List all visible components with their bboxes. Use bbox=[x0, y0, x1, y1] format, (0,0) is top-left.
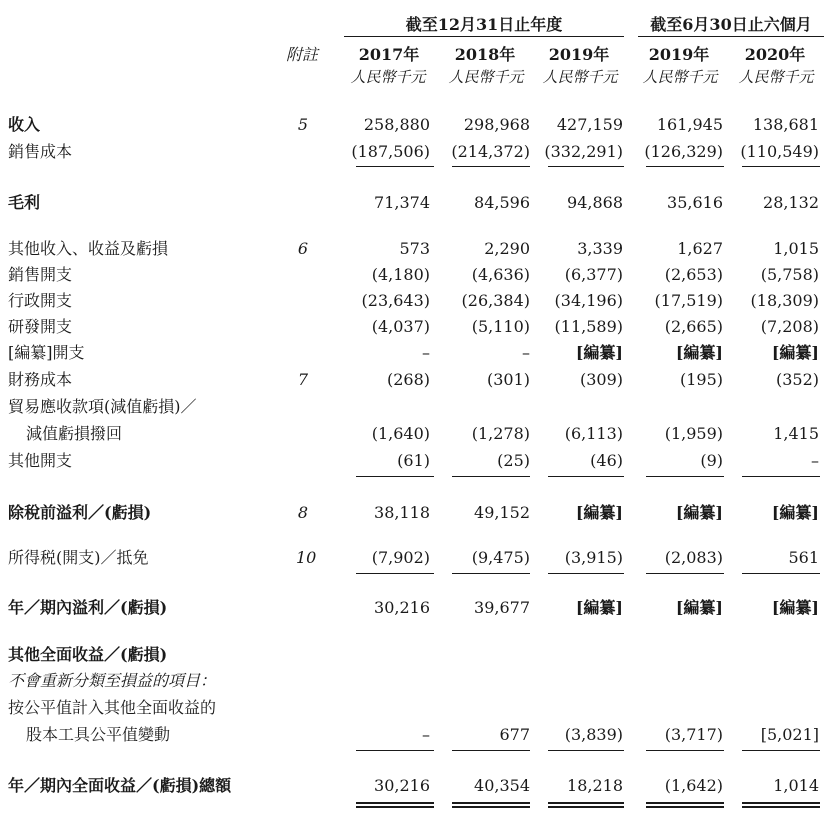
cell-2019-half: [編纂] bbox=[675, 598, 723, 617]
subtotal-rule bbox=[742, 750, 820, 751]
cell-2019: (34,196) bbox=[554, 291, 623, 310]
cell-2019-half: 35,616 bbox=[667, 193, 723, 212]
cell-2019: (309) bbox=[579, 370, 623, 389]
header-group-year: 截至12月31日止年度 bbox=[405, 15, 563, 34]
table-row-other-expenses bbox=[0, 448, 828, 474]
cell-2020-half: [編纂] bbox=[771, 343, 819, 362]
cell-2017: (1,640) bbox=[371, 424, 430, 443]
table-row-profit-for-period bbox=[0, 595, 828, 621]
subtotal-rule bbox=[452, 166, 530, 167]
header-year-2020-half: 2020年 bbox=[744, 45, 806, 64]
table-row-selling-expenses bbox=[0, 262, 828, 288]
cell-2017: (61) bbox=[397, 451, 430, 470]
table-row-fvoci-change bbox=[0, 722, 828, 748]
cell-2020-half: (7,208) bbox=[760, 317, 819, 336]
header-unit-2019: 人民幣千元 bbox=[542, 68, 618, 86]
subtotal-rule bbox=[548, 476, 624, 477]
table-row-oci-subheading bbox=[0, 668, 828, 694]
table-row-profit-before-tax bbox=[0, 500, 828, 526]
cell-2019: [編纂] bbox=[575, 343, 623, 362]
row-note: 6 bbox=[297, 239, 309, 258]
header-group-half-rule bbox=[638, 36, 824, 37]
table-row-cost-of-sales bbox=[0, 139, 828, 165]
cell-2018: (214,372) bbox=[451, 142, 530, 161]
row-note: 10 bbox=[296, 548, 317, 567]
cell-2018: (301) bbox=[486, 370, 530, 389]
cell-2019: 18,218 bbox=[567, 776, 623, 795]
subtotal-rule bbox=[646, 750, 724, 751]
cell-2019-half: (126,329) bbox=[644, 142, 723, 161]
table-row-impairment-label bbox=[0, 394, 828, 420]
cell-2019-half: 161,945 bbox=[656, 115, 723, 134]
row-label: 貿易應收款項(減值虧損)／ bbox=[8, 397, 197, 416]
cell-2019-half: (17,519) bbox=[654, 291, 723, 310]
table-row-gross-profit bbox=[0, 190, 828, 216]
cell-2017: 71,374 bbox=[374, 193, 430, 212]
cell-2017: (4,180) bbox=[371, 265, 430, 284]
total-double-rule bbox=[356, 802, 434, 808]
cell-2019-half: 1,627 bbox=[677, 239, 723, 258]
header-unit-2018: 人民幣千元 bbox=[448, 68, 524, 86]
subtotal-rule bbox=[548, 166, 624, 167]
cell-2019-half: (1,959) bbox=[664, 424, 723, 443]
header-unit-2017: 人民幣千元 bbox=[350, 68, 426, 86]
cell-2018: (4,636) bbox=[471, 265, 530, 284]
subtotal-rule bbox=[646, 476, 724, 477]
row-note: 5 bbox=[297, 115, 309, 134]
cell-2018: – bbox=[522, 343, 530, 362]
cell-2018: (9,475) bbox=[471, 548, 530, 567]
cell-2018: (25) bbox=[497, 451, 530, 470]
cell-2018: 39,677 bbox=[474, 598, 530, 617]
row-label: 行政開支 bbox=[8, 291, 73, 310]
row-label: 財務成本 bbox=[8, 370, 73, 389]
cell-2017: 30,216 bbox=[374, 776, 430, 795]
cell-2019-half: (2,083) bbox=[664, 548, 723, 567]
total-double-rule bbox=[548, 802, 624, 808]
total-double-rule bbox=[646, 802, 724, 808]
cell-2019-half: (9) bbox=[700, 451, 723, 470]
header-unit-2020-half: 人民幣千元 bbox=[738, 68, 814, 86]
cell-2017: 30,216 bbox=[374, 598, 430, 617]
table-row-impairment-reversal bbox=[0, 421, 828, 447]
header-unit-2019-half: 人民幣千元 bbox=[642, 68, 718, 86]
row-label: 銷售成本 bbox=[8, 142, 73, 161]
row-note: 8 bbox=[297, 503, 309, 522]
cell-2019: (11,589) bbox=[554, 317, 623, 336]
row-label: 所得税(開支)／抵免 bbox=[8, 548, 149, 567]
row-label: 銷售開支 bbox=[8, 265, 73, 284]
cell-2017: (23,643) bbox=[361, 291, 430, 310]
row-label: 研發開支 bbox=[8, 317, 73, 336]
cell-2018: 298,968 bbox=[463, 115, 530, 134]
cell-2019-half: (2,653) bbox=[664, 265, 723, 284]
row-note: 7 bbox=[297, 370, 309, 389]
cell-2020-half: 1,415 bbox=[773, 424, 819, 443]
table-row-income-tax bbox=[0, 545, 828, 571]
cell-2017: – bbox=[422, 343, 430, 362]
cell-2019-half: (2,665) bbox=[664, 317, 723, 336]
subtotal-rule bbox=[356, 573, 434, 574]
cell-2020-half: 1,015 bbox=[773, 239, 819, 258]
table-row-other-income bbox=[0, 236, 828, 262]
total-double-rule bbox=[452, 802, 530, 808]
cell-2020-half: [編纂] bbox=[771, 503, 819, 522]
cell-2020-half: (352) bbox=[775, 370, 819, 389]
table-row-total-comprehensive-income bbox=[0, 773, 828, 799]
cell-2020-half: [編纂] bbox=[771, 598, 819, 617]
cell-2020-half: (5,758) bbox=[760, 265, 819, 284]
header-year-2017: 2017年 bbox=[358, 45, 420, 64]
row-label: 年／期內溢利／(虧損) bbox=[8, 598, 168, 617]
total-double-rule bbox=[742, 802, 820, 808]
subtotal-rule bbox=[356, 476, 434, 477]
cell-2020-half: 28,132 bbox=[763, 193, 819, 212]
table-row-revenue bbox=[0, 112, 828, 138]
header-group-half: 截至6月30日止六個月 bbox=[650, 15, 812, 34]
row-label: 毛利 bbox=[8, 193, 41, 212]
table-row-admin-expenses bbox=[0, 288, 828, 314]
cell-2018: 84,596 bbox=[474, 193, 530, 212]
cell-2019-half: (3,717) bbox=[664, 725, 723, 744]
row-label: 年／期內全面收益／(虧損)總額 bbox=[8, 776, 232, 795]
subtotal-rule bbox=[548, 573, 624, 574]
row-label: 按公平值計入其他全面收益的 bbox=[8, 698, 217, 717]
cell-2018: (26,384) bbox=[461, 291, 530, 310]
cell-2017: 258,880 bbox=[363, 115, 430, 134]
cell-2018: 2,290 bbox=[484, 239, 530, 258]
cell-2019: [編纂] bbox=[575, 503, 623, 522]
cell-2020-half: – bbox=[811, 451, 819, 470]
cell-2018: (5,110) bbox=[471, 317, 530, 336]
cell-2019: (332,291) bbox=[544, 142, 623, 161]
table-row-fvoci-label bbox=[0, 695, 828, 721]
row-label: 股本工具公平值變動 bbox=[26, 725, 171, 744]
row-label: 其他開支 bbox=[8, 451, 73, 470]
cell-2018: 49,152 bbox=[474, 503, 530, 522]
cell-2020-half: (110,549) bbox=[740, 142, 819, 161]
subtotal-rule bbox=[742, 476, 820, 477]
row-label: 減值虧損撥回 bbox=[26, 424, 123, 443]
cell-2019-half: (1,642) bbox=[664, 776, 723, 795]
cell-2020-half: (18,309) bbox=[750, 291, 819, 310]
table-row-rd-expenses bbox=[0, 314, 828, 340]
table-row-redacted-expenses bbox=[0, 340, 828, 366]
subtotal-rule bbox=[742, 573, 820, 574]
row-label: 除稅前溢利／(虧損) bbox=[8, 503, 152, 522]
cell-2019: [編纂] bbox=[575, 598, 623, 617]
cell-2019-half: [編纂] bbox=[675, 343, 723, 362]
cell-2020-half: 1,014 bbox=[773, 776, 819, 795]
row-label: 收入 bbox=[8, 115, 41, 134]
cell-2017: 38,118 bbox=[374, 503, 430, 522]
cell-2020-half: 561 bbox=[788, 548, 819, 567]
cell-2019: (3,839) bbox=[564, 725, 623, 744]
cell-2019: (46) bbox=[590, 451, 623, 470]
cell-2017: 573 bbox=[399, 239, 430, 258]
cell-2018: 677 bbox=[499, 725, 530, 744]
table-row-oci-heading bbox=[0, 642, 828, 668]
row-label: 其他收入、收益及虧損 bbox=[8, 239, 169, 258]
cell-2018: (1,278) bbox=[471, 424, 530, 443]
cell-2018: 40,354 bbox=[474, 776, 530, 795]
subtotal-rule bbox=[742, 166, 820, 167]
subtotal-rule bbox=[646, 166, 724, 167]
header-year-2019-half: 2019年 bbox=[648, 45, 710, 64]
subtotal-rule bbox=[548, 750, 624, 751]
subtotal-rule bbox=[452, 573, 530, 574]
cell-2019: (6,377) bbox=[564, 265, 623, 284]
table-row-finance-costs bbox=[0, 367, 828, 393]
cell-2019-half: [編纂] bbox=[675, 503, 723, 522]
header-note-label: 附註 bbox=[286, 45, 319, 64]
row-label: 不會重新分類至損益的項目： bbox=[8, 671, 217, 690]
header-group-year-rule bbox=[344, 36, 624, 37]
subtotal-rule bbox=[356, 166, 434, 167]
cell-2017: – bbox=[422, 725, 430, 744]
row-label: 其他全面收益／(虧損) bbox=[8, 645, 168, 664]
cell-2019-half: (195) bbox=[679, 370, 723, 389]
subtotal-rule bbox=[356, 750, 434, 751]
subtotal-rule bbox=[646, 573, 724, 574]
cell-2017: (268) bbox=[386, 370, 430, 389]
subtotal-rule bbox=[452, 750, 530, 751]
cell-2017: (187,506) bbox=[351, 142, 430, 161]
cell-2017: (7,902) bbox=[371, 548, 430, 567]
cell-2020-half: [5,021] bbox=[760, 725, 819, 744]
cell-2019: (6,113) bbox=[564, 424, 623, 443]
cell-2020-half: 138,681 bbox=[752, 115, 819, 134]
cell-2019: (3,915) bbox=[564, 548, 623, 567]
row-label: [編纂]開支 bbox=[8, 343, 85, 362]
subtotal-rule bbox=[452, 476, 530, 477]
cell-2019: 427,159 bbox=[556, 115, 623, 134]
cell-2019: 94,868 bbox=[567, 193, 623, 212]
header-year-2018: 2018年 bbox=[454, 45, 516, 64]
cell-2019: 3,339 bbox=[577, 239, 623, 258]
cell-2017: (4,037) bbox=[371, 317, 430, 336]
header-year-2019: 2019年 bbox=[548, 45, 610, 64]
